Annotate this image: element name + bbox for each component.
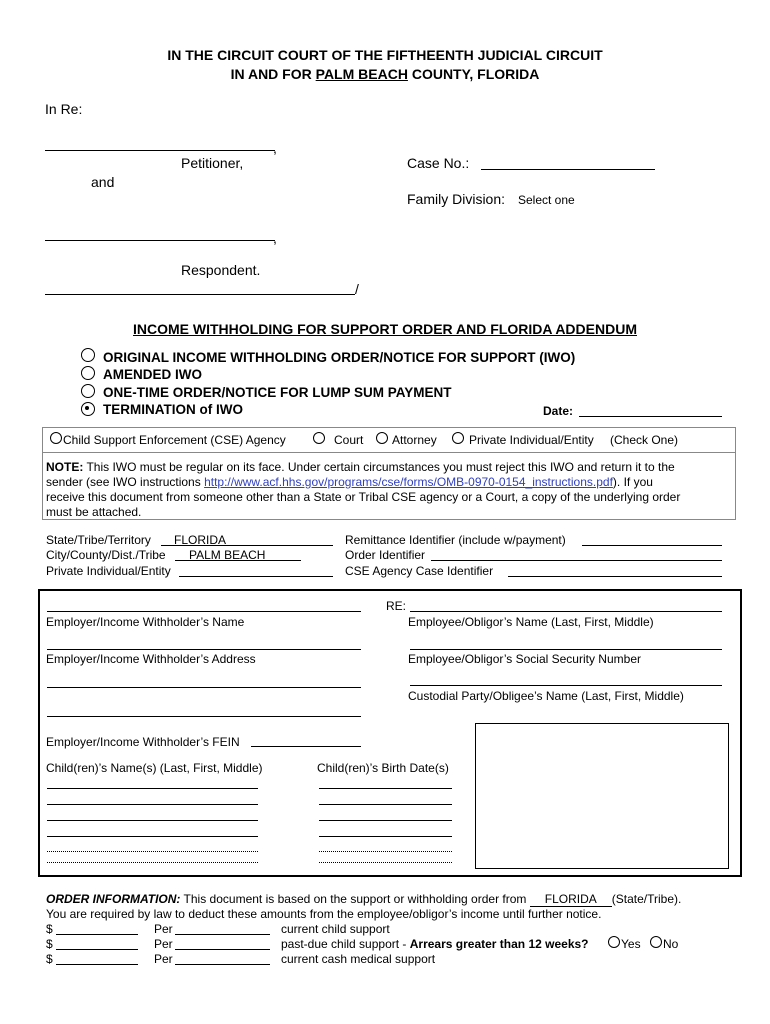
attorney-label: Attorney — [392, 433, 437, 447]
case-no-field[interactable] — [481, 169, 655, 170]
current-support-amount[interactable] — [56, 934, 138, 935]
employee-name-label: Employee/Obligor’s Name (Last, First, Middle) — [408, 615, 654, 629]
notes-box — [475, 723, 729, 869]
private-entity-field[interactable] — [179, 576, 333, 577]
order-info-label: ORDER INFORMATION: — [46, 892, 181, 906]
original-iwo-radio[interactable] — [81, 348, 95, 362]
child-name-field[interactable] — [47, 820, 258, 821]
order-info-text1: This document is based on the support or withholding order from — [180, 892, 530, 906]
state-tribe-label: State/Tribe/Territory — [46, 533, 151, 547]
caption-slash: / — [355, 281, 359, 297]
court-heading-line2 — [0, 66, 770, 82]
custodial-party-label: Custodial Party/Obligee’s Name (Last, First, Middle) — [408, 689, 684, 703]
petitioner-comma: , — [273, 140, 277, 156]
child-birth-field[interactable] — [319, 836, 452, 837]
amended-iwo-radio[interactable] — [81, 366, 95, 380]
amended-iwo-label: AMENDED IWO — [103, 367, 202, 382]
employer-fein-field[interactable] — [251, 746, 361, 747]
children-names-label: Child(ren)’s Name(s) (Last, First, Middle) — [46, 761, 263, 775]
past-due-period[interactable] — [175, 949, 270, 950]
employer-address-field-2[interactable] — [47, 687, 361, 688]
employer-address-field-1[interactable] — [47, 649, 361, 650]
per-label: Per — [154, 922, 173, 936]
medical-support-period[interactable] — [175, 964, 270, 965]
note-text2-post: ). If you — [612, 475, 653, 489]
child-name-field[interactable] — [47, 851, 258, 852]
respondent-label: Respondent. — [181, 262, 261, 278]
petitioner-label: Petitioner, — [181, 155, 244, 171]
child-birth-field[interactable] — [319, 788, 452, 789]
private-entity-field-label: Private Individual/Entity — [46, 564, 171, 578]
child-birth-field[interactable] — [319, 851, 452, 852]
one-time-order-label: ONE-TIME ORDER/NOTICE FOR LUMP SUM PAYMENT — [103, 385, 452, 400]
date-field[interactable] — [579, 416, 722, 417]
per-label: Per — [154, 937, 173, 951]
order-id-field[interactable] — [431, 560, 722, 561]
child-name-field[interactable] — [47, 788, 258, 789]
family-division-select[interactable]: Select one — [518, 193, 575, 207]
child-birth-field[interactable] — [319, 862, 452, 863]
court-heading-line1: IN THE CIRCUIT COURT OF THE FIFTHEENTH JUDICIAL CIRCUIT — [167, 47, 603, 63]
iwo-instructions-link[interactable]: http://www.acf.hhs.gov/programs/cse/forms/OMB-0970-0154_instructions.pdf — [204, 475, 613, 489]
remittance-id-field[interactable] — [582, 545, 722, 546]
remittance-id-label: Remittance Identifier (include w/payment) — [345, 533, 566, 547]
city-county-label: City/County/Dist./Tribe — [46, 548, 166, 562]
form-title: INCOME WITHHOLDING FOR SUPPORT ORDER AND FLORIDA ADDENDUM — [133, 321, 637, 337]
dollar-sign: $ — [46, 922, 53, 936]
current-support-label: current child support — [281, 922, 390, 936]
child-birth-field[interactable] — [319, 804, 452, 805]
heading-post: COUNTY, FLORIDA — [407, 66, 540, 82]
caption-close-line — [45, 294, 355, 295]
arrears-yes-radio[interactable] — [608, 936, 620, 948]
past-due-amount[interactable] — [56, 949, 138, 950]
cse-case-id-label: CSE Agency Case Identifier — [345, 564, 494, 578]
note-line4: must be attached. — [46, 505, 142, 519]
box-divider — [42, 452, 736, 453]
employee-ssn-label: Employee/Obligor’s Social Security Number — [408, 652, 641, 666]
check-one-label: (Check One) — [610, 433, 679, 447]
one-time-order-radio[interactable] — [81, 384, 95, 398]
re-label: RE: — [386, 599, 407, 613]
private-entity-label: Private Individual/Entity — [469, 433, 594, 447]
order-id-label: Order Identifier — [345, 548, 426, 562]
respondent-name-line[interactable] — [45, 240, 275, 241]
arrears-no-label: No — [663, 937, 679, 951]
case-no-label: Case No.: — [407, 155, 470, 171]
child-name-field[interactable] — [47, 804, 258, 805]
arrears-yes-label: Yes — [621, 937, 641, 951]
child-name-field[interactable] — [47, 862, 258, 863]
arrears-question: Arrears greater than 12 weeks? — [409, 937, 589, 951]
medical-support-amount[interactable] — [56, 964, 138, 965]
employer-fein-label: Employer/Income Withholder’s FEIN — [46, 735, 240, 749]
note-line1 — [46, 460, 675, 474]
order-info-line1 — [46, 892, 681, 907]
per-label: Per — [154, 952, 173, 966]
and-label: and — [91, 174, 115, 190]
child-name-field[interactable] — [47, 836, 258, 837]
past-due-text: past-due child support - — [281, 937, 410, 951]
heading-pre: IN AND FOR — [230, 66, 316, 82]
state-tribe-value[interactable]: FLORIDA — [174, 533, 227, 547]
note-line2 — [46, 475, 653, 489]
cse-agency-radio[interactable] — [50, 432, 62, 444]
note-line3: receive this document from someone other than a State or Tribal CSE agency or a Court, a copy of the underlying order — [46, 490, 681, 504]
order-info-line2: You are required by law to deduct these amounts from the employee/obligor’s income until further notice. — [46, 907, 602, 921]
employee-name-field[interactable] — [410, 611, 722, 612]
note-text2: sender (see IWO instructions — [46, 475, 205, 489]
order-info-text1-post: (State/Tribe). — [611, 892, 682, 906]
order-state-value[interactable]: FLORIDA — [530, 892, 612, 907]
employer-name-label: Employer/Income Withholder’s Name — [46, 615, 245, 629]
children-birth-label: Child(ren)’s Birth Date(s) — [317, 761, 449, 775]
past-due-label — [281, 937, 589, 951]
respondent-comma: , — [273, 230, 277, 246]
employer-address-field-3[interactable] — [47, 716, 361, 717]
petitioner-name-line[interactable] — [45, 150, 275, 151]
employer-name-field[interactable] — [47, 611, 361, 612]
cse-case-id-field[interactable] — [508, 576, 722, 577]
employer-address-label: Employer/Income Withholder’s Address — [46, 652, 256, 666]
employee-ssn-field[interactable] — [410, 649, 722, 650]
arrears-no-radio[interactable] — [650, 936, 662, 948]
private-entity-radio[interactable] — [452, 432, 464, 444]
child-birth-field[interactable] — [319, 820, 452, 821]
family-division-label: Family Division: — [407, 191, 506, 207]
court-label: Court — [334, 433, 364, 447]
note-label: NOTE: — [46, 460, 84, 474]
heading-county: PALM BEACH — [315, 66, 408, 82]
termination-iwo-radio[interactable] — [81, 402, 95, 416]
date-label: Date: — [543, 404, 574, 418]
termination-iwo-label: TERMINATION of IWO — [103, 402, 243, 417]
original-iwo-label: ORIGINAL INCOME WITHHOLDING ORDER/NOTICE FOR SUPPORT (IWO) — [103, 350, 576, 365]
in-re-label: In Re: — [45, 101, 83, 117]
dollar-sign: $ — [46, 952, 53, 966]
dollar-sign: $ — [46, 937, 53, 951]
court-radio[interactable] — [313, 432, 325, 444]
note-text1: This IWO must be regular on its face. Under certain circumstances you must reject this IWO and return it to the — [83, 460, 675, 474]
city-county-value[interactable]: PALM BEACH — [189, 548, 266, 562]
cse-agency-label: Child Support Enforcement (CSE) Agency — [63, 433, 286, 447]
current-support-period[interactable] — [175, 934, 270, 935]
medical-support-label: current cash medical support — [281, 952, 436, 966]
custodial-party-field[interactable] — [410, 685, 722, 686]
attorney-radio[interactable] — [376, 432, 388, 444]
